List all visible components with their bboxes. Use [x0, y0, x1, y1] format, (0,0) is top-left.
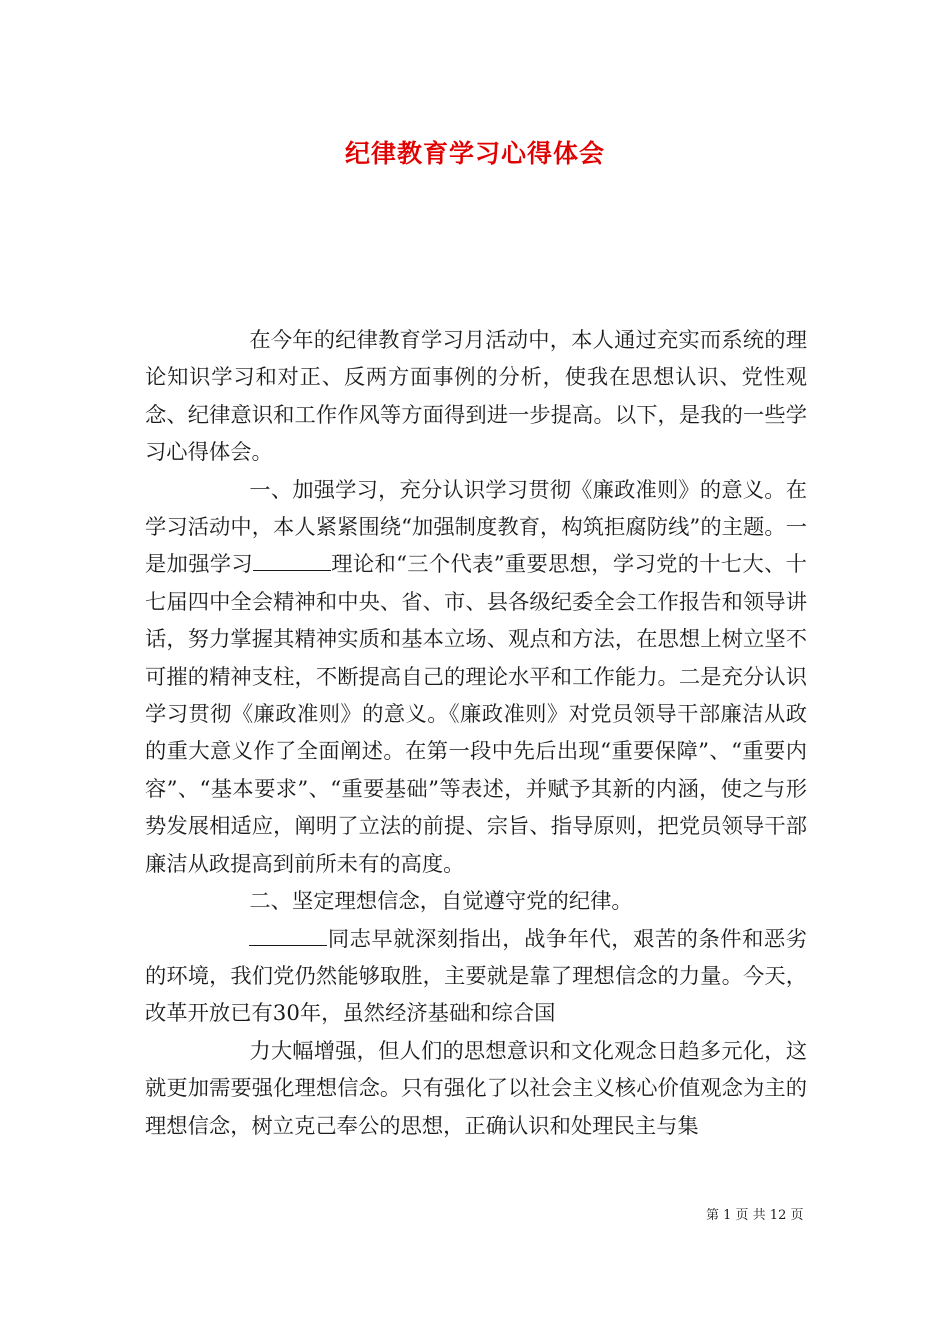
blank-underline [249, 922, 327, 945]
paragraph-section-one-part-b: 理论和“三个代表”重要思想，学习党的十七大、十七届四中全会精神和中央、省、市、县各级纪委全会工作报告和领导讲话，努力掌握其精神实质和基本立场、观点和方法，在思想上树立坚不可摧的精神支柱，不断提高自己的理论水平和工作能力。二是充分认识学习贯彻《廉政准则》的意义。《廉政准则》对党员领导干部廉洁从政的重大意义作了全面阐述。在第一段中先后出现“重要保障”、“重要内容”、“基本要求”、“重要基础”等表述，并赋予其新的内涵，使之与形势发展相适应，阐明了立法的前提、宗旨、指导原则，把党员领导干部廉洁从政提高到前所未有的高度。 [145, 552, 807, 877]
paragraph-section-two-heading: 二、坚定理想信念，自觉遵守党的纪律。 [249, 889, 633, 915]
paragraph-section-one [145, 472, 807, 883]
document-body [145, 322, 807, 1145]
paragraph-section-two-text: 同志早就深刻指出，战争年代，艰苦的条件和恶劣的环境，我们党仍然能够取胜，主要就是靠了理想信念的力量。今天，改革开放已有30年，虽然经济基础和综合国 [145, 926, 807, 1027]
page-number: 第 1 页 共 12 页 [706, 1208, 804, 1223]
paragraph-section-two-body [145, 921, 807, 1033]
blank-underline [253, 548, 331, 571]
paragraph-section-one-part-a: 一、加强学习，充分认识学习贯彻《廉政准则》的意义。在学习活动中，本人紧紧围绕“加强制度教育，构筑拒腐防线”的主题。一是加强学习 [145, 477, 807, 578]
document-title: 纪律教育学习心得体会 [344, 139, 605, 168]
paragraph-intro: 在今年的纪律教育学习月活动中，本人通过充实而系统的理论知识学习和对正、反两方面事例的分析，使我在思想认识、党性观念、纪律意识和工作作风等方面得到进一步提高。以下，是我的一些学习心得体会。 [145, 328, 807, 466]
paragraph-continuation: 力大幅增强，但人们的思想意识和文化观念日趋多元化，这就更加需要强化理想信念。只有强化了以社会主义核心价值观念为主的理想信念，树立克己奉公的思想，正确认识和处理民主与集 [145, 1038, 807, 1139]
